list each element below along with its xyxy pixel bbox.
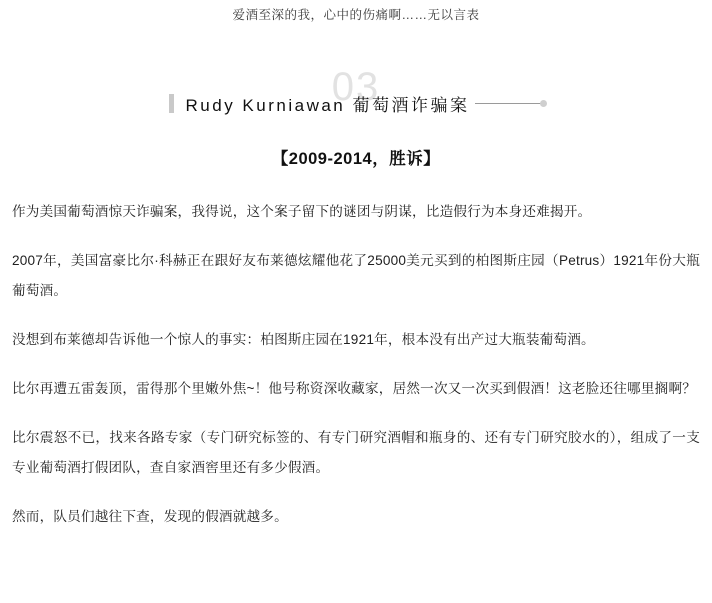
paragraph: 比尔震怒不已，找来各路专家（专门研究标签的、有专门研究酒帽和瓶身的、还有专门研究胶水的），组成了一支专业葡萄酒打假团队，查自家酒窖里还有多少假酒。 [12, 430, 700, 475]
section-number-watermark: 03 [331, 65, 381, 109]
paragraph: 没想到布莱德却告诉他一个惊人的事实：柏图斯庄园在1921年，根本没有出产过大瓶装葡萄酒。 [12, 332, 595, 347]
article-body [0, 197, 712, 532]
heading-accent-bar [169, 94, 174, 113]
section-heading [0, 65, 712, 131]
paragraph: 作为美国葡萄酒惊天诈骗案，我得说，这个案子留下的谜团与阴谋，比造假行为本身还难揭开。 [12, 204, 592, 219]
section-title: Rudy Kurniawan 葡萄酒诈骗案 [185, 96, 470, 115]
paragraph: 然而，队员们越往下查，发现的假酒就越多。 [12, 509, 288, 524]
section-heading-line [0, 91, 712, 116]
top-note: 爱酒至深的我，心中的伤痛啊……无以言表 [232, 8, 480, 22]
section-subtitle: 【2009-2014，胜诉】 [271, 150, 441, 168]
heading-rule [475, 103, 543, 104]
paragraph: 比尔再遭五雷轰顶，雷得那个里嫩外焦~！他号称资深收藏家，居然一次又一次买到假酒！这老脸还往哪里搁啊？ [12, 381, 697, 396]
paragraph: 2007年，美国富豪比尔·科赫正在跟好友布莱德炫耀他花了25000美元买到的柏图斯庄园（Petrus）1921年份大瓶葡萄酒。 [12, 253, 700, 298]
heading-dot-icon [540, 100, 547, 107]
